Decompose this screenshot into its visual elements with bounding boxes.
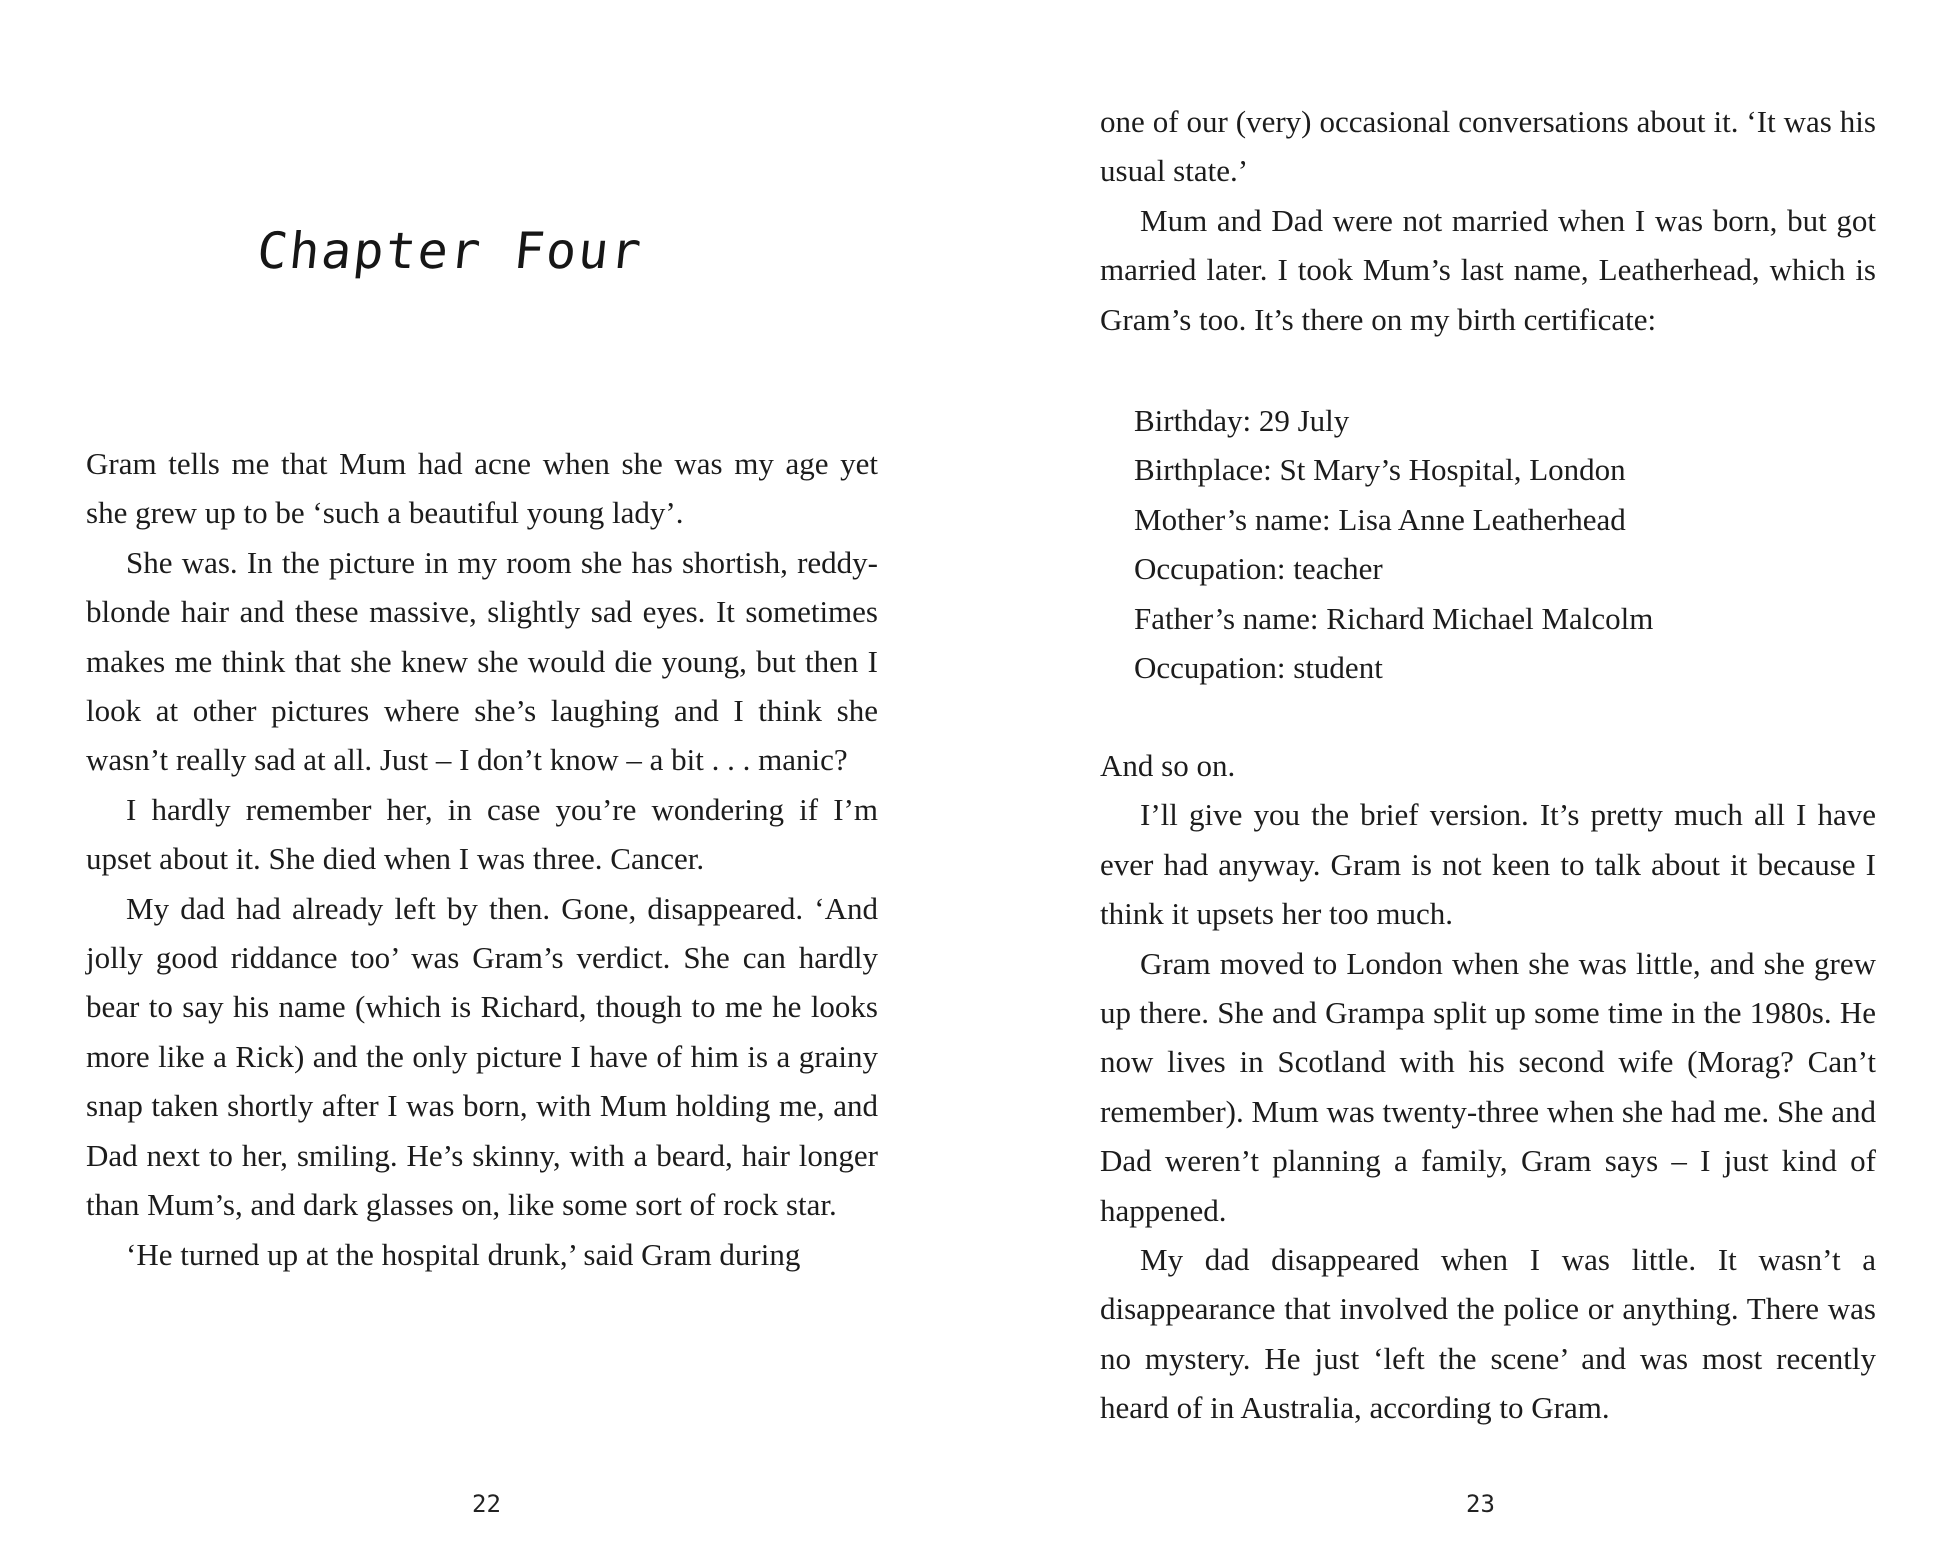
paragraph: She was. In the picture in my room she has shortish, reddy-blonde hair and these massive, slightly sad eyes. It sometimes makes me think that she knew she would die young, but then I look at other pictures where she’s laughing and I think she wasn’t really sad at all. Just – I don’t know – a bit . . . manic?	[86, 544, 878, 778]
paragraph: I hardly remember her, in case you’re wondering if I’m upset about it. She died when I was three. Cancer.	[86, 791, 878, 877]
chapter-title: Chapter Four	[254, 222, 646, 280]
paragraph: My dad had already left by then. Gone, disappeared. ‘And jolly good riddance too’ was Gram’s verdict. She can hardly bear to say his name (which is Richard, though to me he looks more like a Rick) and the only picture I have of him is a grainy snap taken shortly after I was born, with Mum holding me, and Dad next to her, smiling. He’s skinny, with a beard, hair longer than Mum’s, and dark glasses on, like some sort of rock star.	[86, 890, 878, 1223]
right-page-body-bottom	[1100, 741, 1876, 1433]
certificate-line: Occupation: teacher	[1134, 551, 1383, 587]
paragraph: ‘He turned up at the hospital drunk,’ said Gram during	[126, 1236, 801, 1272]
paragraph: And so on.	[1100, 748, 1236, 783]
certificate-line: Birthplace: St Mary’s Hospital, London	[1134, 452, 1626, 488]
paragraph: one of our (very) occasional conversations about it. ‘It was his usual state.’	[1100, 104, 1876, 189]
certificate-line: Father’s name: Richard Michael Malcolm	[1134, 600, 1654, 636]
paragraph: I’ll give you the brief version. It’s pretty much all I have ever had anyway. Gram is not keen to talk about it because I think it upsets her too much.	[1100, 797, 1876, 932]
left-page-body	[86, 439, 878, 1279]
certificate-line: Mother’s name: Lisa Anne Leatherhead	[1134, 501, 1626, 537]
right-page-body-top	[1100, 97, 1876, 344]
page-number-left: 22	[472, 1490, 501, 1518]
paragraph: Gram tells me that Mum had acne when she was my age yet she grew up to be ‘such a beautiful young lady’.	[86, 446, 878, 531]
page-number-right: 23	[1466, 1490, 1495, 1518]
certificate-line: Occupation: student	[1134, 650, 1383, 686]
paragraph: My dad disappeared when I was little. It wasn’t a disappearance that involved the police or anything. There was no mystery. He just ‘left the scene’ and was most recently heard of in Australia, according to Gram.	[1100, 1242, 1876, 1426]
certificate-line: Birthday: 29 July	[1134, 403, 1350, 438]
birth-certificate-list	[1134, 396, 1653, 692]
paragraph: Gram moved to London when she was little, and she grew up there. She and Grampa split up some time in the 1980s. He now lives in Scotland with his second wife (Morag? Can’t remember). Mum was twenty-three when she had me. She and Dad weren’t planning a family, Gram says – I just kind of happened.	[1100, 945, 1876, 1228]
paragraph: Mum and Dad were not married when I was born, but got married later. I took Mum’s last name, Leatherhead, which is Gram’s too. It’s there on my birth certificate:	[1100, 202, 1876, 337]
